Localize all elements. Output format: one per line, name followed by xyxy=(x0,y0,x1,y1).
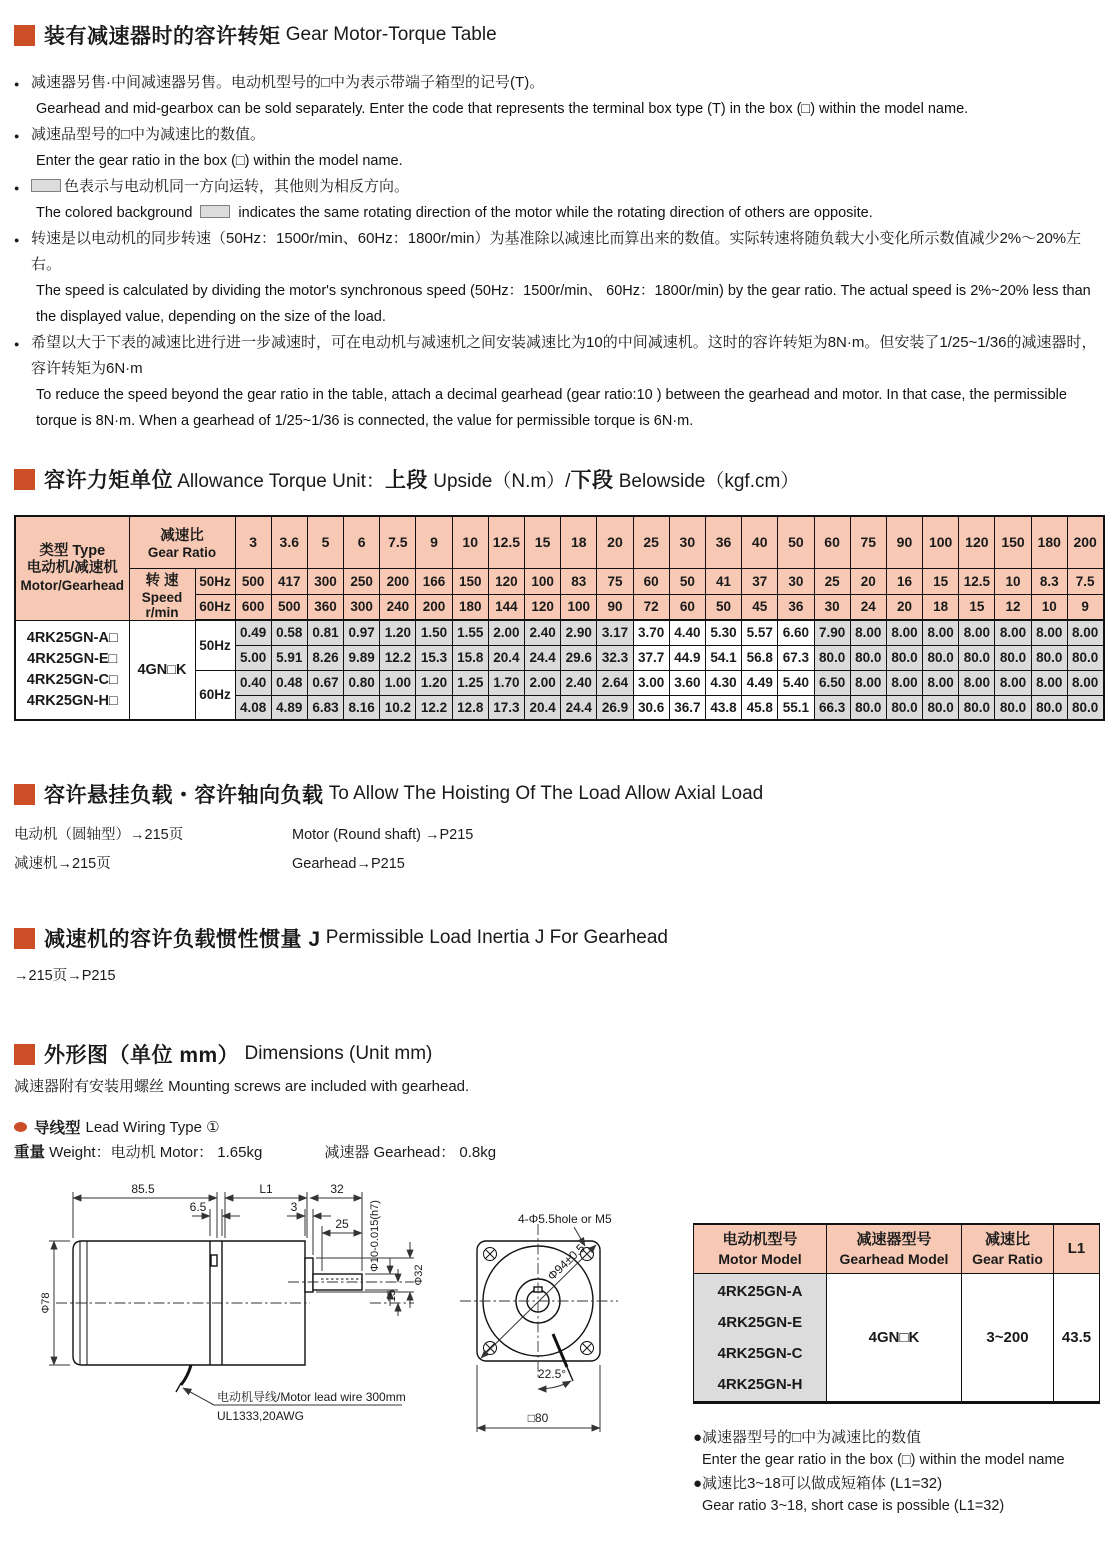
torque-value-cell: 4.30 xyxy=(705,670,741,695)
ratio-header-cell: 100 xyxy=(923,516,959,568)
section-marker-icon xyxy=(14,928,35,949)
bullet-icon: ● xyxy=(14,131,20,141)
subtitle-zh: 减速器附有安装用螺丝 xyxy=(14,1078,165,1095)
heading-upside-zh: 上段 xyxy=(384,469,428,492)
note-en: To reduce the speed beyond the gear ratio in the table, attach a decimal gearhead (gear ratio:10 ) between the gearhead and motor. In that case, the permissible torque is 8N·m. When a gearhead of 1/25~1/36 is connected, the value for permissible torque is 6N·m. xyxy=(36,387,1067,429)
ratio-header-cell: 25 xyxy=(633,516,669,568)
heading-belowside-zh: 下段 xyxy=(570,469,614,492)
torque-value-cell: 80.0 xyxy=(959,645,995,670)
torque-value-cell: 8.00 xyxy=(995,620,1031,645)
note-en: Gearhead and mid-gearbox can be sold separately. Enter the code that represents the terminal box type (T) in the box (□) within the model name. xyxy=(36,101,969,117)
dim-body-diameter: Φ78 xyxy=(40,1292,52,1314)
heading-en xyxy=(239,1043,432,1065)
dim-25: 25 xyxy=(335,1217,349,1231)
weight-line xyxy=(14,1141,1106,1165)
speed-60hz-value-cell: 600 xyxy=(235,594,271,620)
speed-label-cell: 转 速 Speed r/min xyxy=(129,568,195,620)
torque-value-cell: 55.1 xyxy=(778,695,814,720)
note-zh-text: 色表示与电动机同一方向运转，其他则为相反方向。 xyxy=(64,178,410,195)
torque-value-cell: 7.90 xyxy=(814,620,850,645)
heading-en xyxy=(324,783,764,805)
list-item xyxy=(14,70,1106,122)
dim-6-5: 6.5 xyxy=(189,1200,207,1214)
speed-50hz-value-cell: 7.5 xyxy=(1067,568,1103,594)
speed-60hz-value-cell: 120 xyxy=(525,594,561,620)
speed-60hz-value-cell: 72 xyxy=(633,594,669,620)
weight-motor: Weight：电动机 Motor： 1.65kg xyxy=(45,1144,263,1161)
speed-60hz-value-cell: 180 xyxy=(452,594,488,620)
torque-value-cell: 80.0 xyxy=(995,645,1031,670)
model-table-header-cell: 减速器型号 Gearhead Model xyxy=(827,1224,962,1274)
torque-value-cell: 20.4 xyxy=(488,645,524,670)
torque-value-cell: 6.60 xyxy=(778,620,814,645)
torque-value-cell: 8.00 xyxy=(1031,670,1067,695)
speed-60hz-value-cell: 18 xyxy=(923,594,959,620)
speed-60hz-value-cell: 10 xyxy=(1031,594,1067,620)
ratio-header-cell: 20 xyxy=(597,516,633,568)
speed-50hz-value-cell: 16 xyxy=(886,568,922,594)
section-heading-torque-table xyxy=(14,20,1106,50)
torque-value-cell: 8.00 xyxy=(1067,620,1103,645)
torque-value-cell: 4.89 xyxy=(271,695,307,720)
ratio-header-cell: 150 xyxy=(995,516,1031,568)
torque-value-cell: 4.49 xyxy=(742,670,778,695)
speed-60hz-value-cell: 50 xyxy=(705,594,741,620)
note-en: Enter the gear ratio in the box (□) within the model name xyxy=(702,1452,1065,1468)
section-heading-load-inertia xyxy=(14,923,1106,953)
speed-50hz-value-cell: 41 xyxy=(705,568,741,594)
page-link-row xyxy=(14,821,1106,850)
torque-value-cell: 80.0 xyxy=(886,695,922,720)
ratio-header-cell: 18 xyxy=(561,516,597,568)
speed-50hz-value-cell: 12.5 xyxy=(959,568,995,594)
hole-spec-label: 4-Φ5.5hole or M5 xyxy=(518,1212,612,1226)
torque-value-cell: 5.00 xyxy=(235,645,271,670)
ratio-header-cell: 7.5 xyxy=(380,516,416,568)
gearhead-model-cell: 4GN□K xyxy=(129,620,195,720)
note-en xyxy=(31,200,1106,226)
torque-value-cell: 1.00 xyxy=(380,670,416,695)
torque-value-cell: 3.00 xyxy=(633,670,669,695)
torque-value-cell: 43.8 xyxy=(705,695,741,720)
speed-60hz-value-cell: 240 xyxy=(380,594,416,620)
torque-value-cell: 2.90 xyxy=(561,620,597,645)
speed-50hz-value-cell: 166 xyxy=(416,568,452,594)
bullet-icon: ● xyxy=(14,79,20,89)
torque-value-cell: 8.00 xyxy=(1067,670,1103,695)
torque-value-cell: 1.70 xyxy=(488,670,524,695)
section-heading-dimensions xyxy=(14,1039,1106,1069)
bullet-icon: ● xyxy=(14,339,20,349)
lead-wiring-type-line xyxy=(14,1116,1106,1138)
torque-value-cell: 10.2 xyxy=(380,695,416,720)
torque-value-cell: 8.00 xyxy=(850,620,886,645)
torque-value-cell: 44.9 xyxy=(669,645,705,670)
bullet-icon: ● xyxy=(14,235,20,245)
heading-zh: 外形图（单位 mm） xyxy=(44,1044,240,1067)
speed-60hz-value-cell: 15 xyxy=(959,594,995,620)
torque-value-cell: 12.2 xyxy=(416,695,452,720)
speed-50hz-value-cell: 50 xyxy=(669,568,705,594)
speed-50hz-value-cell: 100 xyxy=(525,568,561,594)
l1-value-cell: 43.5 xyxy=(1054,1274,1100,1403)
torque-value-cell: 8.00 xyxy=(850,670,886,695)
torque-value-cell: 80.0 xyxy=(1031,645,1067,670)
notes-list xyxy=(14,70,1106,434)
speed-50hz-value-cell: 150 xyxy=(452,568,488,594)
weight-gearhead: 减速器 Gearhead： 0.8kg xyxy=(324,1144,497,1161)
heading-upside-en: Upside（N.m）/ xyxy=(427,470,571,492)
torque-value-cell: 3.17 xyxy=(597,620,633,645)
torque-value-cell: 6.50 xyxy=(814,670,850,695)
torque-value-cell: 17.3 xyxy=(488,695,524,720)
dim-shaft-diameter: Φ10-0.015(h7) xyxy=(369,1200,381,1272)
torque-freq-50hz-cell: 50Hz xyxy=(195,620,235,670)
torque-value-cell: 67.3 xyxy=(778,645,814,670)
torque-value-cell: 9.89 xyxy=(344,645,380,670)
torque-value-cell: 2.00 xyxy=(525,670,561,695)
ratio-header-cell: 15 xyxy=(525,516,561,568)
section-marker-icon xyxy=(14,25,35,46)
dimension-drawings xyxy=(40,1178,700,1478)
note-en: The speed is calculated by dividing the motor's synchronous speed (50Hz：1500r/min、 60Hz：1800r/min) by the gear ratio. The actual speed is 2%~20% less than the displayed value, depending on the size of the load. xyxy=(36,283,1091,325)
ratio-header-cell: 30 xyxy=(669,516,705,568)
note-zh: 减速品型号的□中为减速比的数值。 xyxy=(31,126,266,143)
motor-lead-wire xyxy=(181,1365,191,1385)
ratio-header-cell: 75 xyxy=(850,516,886,568)
dim-bolt-circle: Φ94±0.5 xyxy=(544,1241,588,1284)
torque-value-cell: 0.81 xyxy=(307,620,343,645)
torque-value-cell: 12.2 xyxy=(380,645,416,670)
ratio-header-cell: 5 xyxy=(307,516,343,568)
gearhead-model-cell: 4GN□K xyxy=(827,1274,962,1403)
torque-value-cell: 2.00 xyxy=(488,620,524,645)
section-heading-torque-unit xyxy=(14,464,1106,494)
heading-en: Allowance Torque Unit： xyxy=(173,470,385,492)
type-header-cell: 类型 Type 电动机/减速机 Motor/Gearhead xyxy=(15,516,129,620)
heading-zh: 容许悬挂负载・容许轴向负载 xyxy=(44,784,324,807)
model-table xyxy=(693,1223,1100,1404)
torque-value-cell: 2.40 xyxy=(561,670,597,695)
note-zh xyxy=(31,174,1106,200)
gear-ratio-range-cell: 3~200 xyxy=(962,1274,1054,1403)
torque-value-cell: 4.40 xyxy=(669,620,705,645)
wiring-en: Lead Wiring Type ① xyxy=(85,1119,220,1136)
note-en-text: The colored background xyxy=(36,205,197,221)
terminal-notch xyxy=(211,1255,217,1266)
speed-50hz-value-cell: 500 xyxy=(235,568,271,594)
torque-value-cell: 8.00 xyxy=(923,670,959,695)
page-link-en: Gearhead→P215 xyxy=(292,856,405,872)
model-names-cell: 4RK25GN-A 4RK25GN-E 4RK25GN-C 4RK25GN-H xyxy=(694,1274,827,1403)
torque-value-cell: 12.8 xyxy=(452,695,488,720)
lead-wire-spec: UL1333,20AWG xyxy=(217,1409,304,1423)
torque-table xyxy=(14,515,1105,721)
speed-50hz-value-cell: 20 xyxy=(850,568,886,594)
speed-60hz-value-cell: 300 xyxy=(344,594,380,620)
torque-value-cell: 32.3 xyxy=(597,645,633,670)
page xyxy=(0,20,1120,1541)
torque-value-cell: 80.0 xyxy=(959,695,995,720)
torque-value-cell: 8.00 xyxy=(959,620,995,645)
heading-en-text: Gear Motor-Torque Table xyxy=(285,24,497,45)
torque-value-cell: 80.0 xyxy=(850,695,886,720)
list-item xyxy=(14,122,1106,174)
torque-value-cell: 6.83 xyxy=(307,695,343,720)
torque-value-cell: 80.0 xyxy=(1067,695,1103,720)
torque-value-cell: 5.40 xyxy=(778,670,814,695)
dim-square-size: □80 xyxy=(527,1411,549,1425)
speed-50hz-value-cell: 417 xyxy=(271,568,307,594)
speed-50hz-value-cell: 15 xyxy=(923,568,959,594)
speed-50hz-value-cell: 8.3 xyxy=(1031,568,1067,594)
heading-en: Permissible Load Inertia J For Gearhead xyxy=(320,927,668,948)
page-links xyxy=(14,821,1106,879)
torque-value-cell: 20.4 xyxy=(525,695,561,720)
torque-value-cell: 0.40 xyxy=(235,670,271,695)
note-zh: ●减速比3~18可以做成短箱体 (L1=32) xyxy=(693,1475,943,1492)
speed-60hz-value-cell: 500 xyxy=(271,594,307,620)
torque-value-cell: 37.7 xyxy=(633,645,669,670)
heading-zh: 装有减速器时的容许转矩 xyxy=(44,25,281,48)
speed-60hz-value-cell: 100 xyxy=(561,594,597,620)
speed-50hz-value-cell: 75 xyxy=(597,568,633,594)
torque-value-cell: 56.8 xyxy=(742,645,778,670)
torque-value-cell: 24.4 xyxy=(561,695,597,720)
torque-value-cell: 80.0 xyxy=(923,695,959,720)
speed-50hz-value-cell: 300 xyxy=(307,568,343,594)
model-table-header-cell: L1 xyxy=(1054,1224,1100,1274)
list-item xyxy=(14,174,1106,226)
ratio-header-cell: 50 xyxy=(778,516,814,568)
wiring-zh: 导线型 xyxy=(34,1120,81,1137)
speed-50hz-value-cell: 37 xyxy=(742,568,778,594)
heading-zh: 减速机的容许负载惯性惯量 J xyxy=(44,928,321,951)
torque-freq-60hz-cell: 60Hz xyxy=(195,670,235,720)
torque-value-cell: 80.0 xyxy=(1031,695,1067,720)
heading-zh: 容许力矩单位 xyxy=(44,469,173,492)
torque-value-cell: 15.8 xyxy=(452,645,488,670)
lead-wire-label: 电动机导线/Motor lead wire 300mm xyxy=(217,1390,406,1404)
ratio-header-cell: 180 xyxy=(1031,516,1067,568)
note-zh: ●减速器型号的□中为减速比的数值 xyxy=(693,1429,922,1446)
torque-value-cell: 2.40 xyxy=(525,620,561,645)
speed-60hz-value-cell: 24 xyxy=(850,594,886,620)
speed-60hz-value-cell: 360 xyxy=(307,594,343,620)
torque-value-cell: 1.20 xyxy=(380,620,416,645)
speed-60hz-value-cell: 30 xyxy=(814,594,850,620)
torque-value-cell: 80.0 xyxy=(814,645,850,670)
note-en-text: indicates the same rotating direction of the motor while the rotating direction of others are opposite. xyxy=(234,205,873,221)
freq-50hz-cell: 50Hz xyxy=(195,568,235,594)
speed-60hz-value-cell: 20 xyxy=(886,594,922,620)
page-link-row xyxy=(14,850,1106,879)
torque-value-cell: 5.30 xyxy=(705,620,741,645)
torque-value-cell: 0.48 xyxy=(271,670,307,695)
torque-value-cell: 4.08 xyxy=(235,695,271,720)
color-swatch-icon xyxy=(31,179,61,192)
note-zh: 减速器另售·中间减速器另售。电动机型号的□中为表示带端子箱型的记号(T)。 xyxy=(31,74,545,91)
section-marker-icon xyxy=(14,1044,35,1065)
torque-value-cell: 2.64 xyxy=(597,670,633,695)
front-view-drawing xyxy=(460,1212,618,1432)
torque-value-cell: 54.1 xyxy=(705,645,741,670)
torque-value-cell: 8.00 xyxy=(886,620,922,645)
torque-value-cell: 45.8 xyxy=(742,695,778,720)
speed-60hz-value-cell: 12 xyxy=(995,594,1031,620)
torque-value-cell: 36.7 xyxy=(669,695,705,720)
section-marker-icon xyxy=(14,784,35,805)
ratio-header-cell: 40 xyxy=(742,516,778,568)
heading-en-text: Dimensions (Unit mm) xyxy=(244,1043,433,1064)
torque-value-cell: 8.16 xyxy=(344,695,380,720)
ratio-header-cell: 90 xyxy=(886,516,922,568)
torque-value-cell: 8.00 xyxy=(995,670,1031,695)
torque-value-cell: 8.00 xyxy=(959,670,995,695)
dim-gearhead-length: L1 xyxy=(259,1182,273,1196)
torque-value-cell: 30.6 xyxy=(633,695,669,720)
ratio-header-cell: 12.5 xyxy=(488,516,524,568)
torque-value-cell: 8.00 xyxy=(1031,620,1067,645)
torque-value-cell: 3.70 xyxy=(633,620,669,645)
speed-60hz-value-cell: 144 xyxy=(488,594,524,620)
torque-value-cell: 80.0 xyxy=(1067,645,1103,670)
page-link-zh: 减速机→215页 xyxy=(14,856,111,872)
note-en: Enter the gear ratio in the box (□) within the model name. xyxy=(36,153,403,169)
list-item xyxy=(14,330,1106,434)
dim-angle: 22.5° xyxy=(537,1367,567,1381)
torque-value-cell: 5.91 xyxy=(271,645,307,670)
motor-models-cell: 4RK25GN-A□ 4RK25GN-E□ 4RK25GN-C□ 4RK25GN-H□ xyxy=(15,620,129,720)
speed-60hz-value-cell: 45 xyxy=(742,594,778,620)
speed-50hz-value-cell: 10 xyxy=(995,568,1031,594)
speed-50hz-value-cell: 25 xyxy=(814,568,850,594)
gear-ratio-header-cell: 减速比 Gear Ratio xyxy=(129,516,235,568)
torque-value-cell: 29.6 xyxy=(561,645,597,670)
note-zh: 希望以大于下表的减速比进行进一步减速时，可在电动机与减速机之间安装减速比为10的中间减速机。这时的容许转矩为8N·m。但安装了1/25~1/36的减速器时，容许转矩为6N·m xyxy=(31,334,1097,377)
torque-value-cell: 24.4 xyxy=(525,645,561,670)
torque-value-cell: 0.80 xyxy=(344,670,380,695)
torque-value-cell: 0.58 xyxy=(271,620,307,645)
model-table-notes xyxy=(693,1426,1118,1518)
ratio-header-cell: 36 xyxy=(705,516,741,568)
subtitle-en: Mounting screws are included with gearhead. xyxy=(164,1078,470,1095)
speed-50hz-value-cell: 30 xyxy=(778,568,814,594)
torque-value-cell: 80.0 xyxy=(886,645,922,670)
dim-motor-length: 85.5 xyxy=(131,1182,155,1196)
weight-label-bold: 重量 xyxy=(14,1144,46,1161)
speed-50hz-value-cell: 120 xyxy=(488,568,524,594)
dim-boss-diameter: Φ32 xyxy=(413,1264,425,1286)
section-marker-icon xyxy=(14,469,35,490)
speed-60hz-value-cell: 36 xyxy=(778,594,814,620)
bullet-icon: ● xyxy=(14,183,20,193)
model-table-header-cell: 减速比 Gear Ratio xyxy=(962,1224,1054,1274)
ratio-header-cell: 200 xyxy=(1067,516,1103,568)
heading-en xyxy=(281,24,497,46)
side-view-drawing xyxy=(40,1182,425,1423)
speed-50hz-value-cell: 83 xyxy=(561,568,597,594)
dim-shaft-length: 32 xyxy=(330,1182,344,1196)
note-en: Gear ratio 3~18, short case is possible (L1=32) xyxy=(702,1498,1005,1514)
torque-value-cell: 1.55 xyxy=(452,620,488,645)
ratio-header-cell: 3.6 xyxy=(271,516,307,568)
torque-value-cell: 1.20 xyxy=(416,670,452,695)
speed-60hz-value-cell: 200 xyxy=(416,594,452,620)
torque-value-cell: 5.57 xyxy=(742,620,778,645)
speed-50hz-value-cell: 250 xyxy=(344,568,380,594)
torque-value-cell: 8.26 xyxy=(307,645,343,670)
torque-value-cell: 0.49 xyxy=(235,620,271,645)
torque-value-cell: 3.60 xyxy=(669,670,705,695)
torque-value-cell: 8.00 xyxy=(886,670,922,695)
ratio-header-cell: 60 xyxy=(814,516,850,568)
page-link: →215页→P215 xyxy=(14,968,116,984)
torque-value-cell: 0.97 xyxy=(344,620,380,645)
torque-value-cell: 66.3 xyxy=(814,695,850,720)
dim-15: 15 xyxy=(386,1289,398,1303)
ratio-header-cell: 9 xyxy=(416,516,452,568)
torque-value-cell: 1.25 xyxy=(452,670,488,695)
section-heading-hoisting-load xyxy=(14,779,1106,809)
torque-value-cell: 80.0 xyxy=(995,695,1031,720)
ratio-header-cell: 3 xyxy=(235,516,271,568)
ratio-header-cell: 120 xyxy=(959,516,995,568)
ratio-header-cell: 10 xyxy=(452,516,488,568)
dim-3: 3 xyxy=(290,1200,298,1214)
torque-value-cell: 8.00 xyxy=(923,620,959,645)
list-item xyxy=(14,226,1106,330)
orange-dot-icon xyxy=(14,1122,27,1132)
ratio-header-cell: 6 xyxy=(344,516,380,568)
torque-value-cell: 26.9 xyxy=(597,695,633,720)
page-link-zh: 电动机（圆轴型）→215页 xyxy=(14,827,184,843)
speed-50hz-value-cell: 200 xyxy=(380,568,416,594)
torque-value-cell: 0.67 xyxy=(307,670,343,695)
dimensions-subtitle xyxy=(14,1075,1106,1099)
heading-belowside-en: Belowside（kgf.cm） xyxy=(613,470,800,492)
torque-value-cell: 15.3 xyxy=(416,645,452,670)
freq-60hz-cell: 60Hz xyxy=(195,594,235,620)
note-zh: 转速是以电动机的同步转速（50Hz：1500r/min、60Hz：1800r/min）为基准除以减速比而算出来的数值。实际转速将随负载大小变化所示数值减少2%～20%左右。 xyxy=(31,230,1082,273)
model-table-header-cell: 电动机型号 Motor Model xyxy=(694,1224,827,1274)
torque-value-cell: 80.0 xyxy=(850,645,886,670)
heading-en-text: To Allow The Hoisting Of The Load Allow Axial Load xyxy=(328,783,764,804)
speed-60hz-value-cell: 60 xyxy=(669,594,705,620)
color-swatch-icon xyxy=(200,205,230,218)
dimensions-region xyxy=(14,1178,1106,1541)
torque-value-cell: 1.50 xyxy=(416,620,452,645)
torque-value-cell: 80.0 xyxy=(923,645,959,670)
speed-60hz-value-cell: 9 xyxy=(1067,594,1103,620)
speed-60hz-value-cell: 90 xyxy=(597,594,633,620)
speed-50hz-value-cell: 60 xyxy=(633,568,669,594)
page-link-en: Motor (Round shaft) →P215 xyxy=(292,827,474,843)
